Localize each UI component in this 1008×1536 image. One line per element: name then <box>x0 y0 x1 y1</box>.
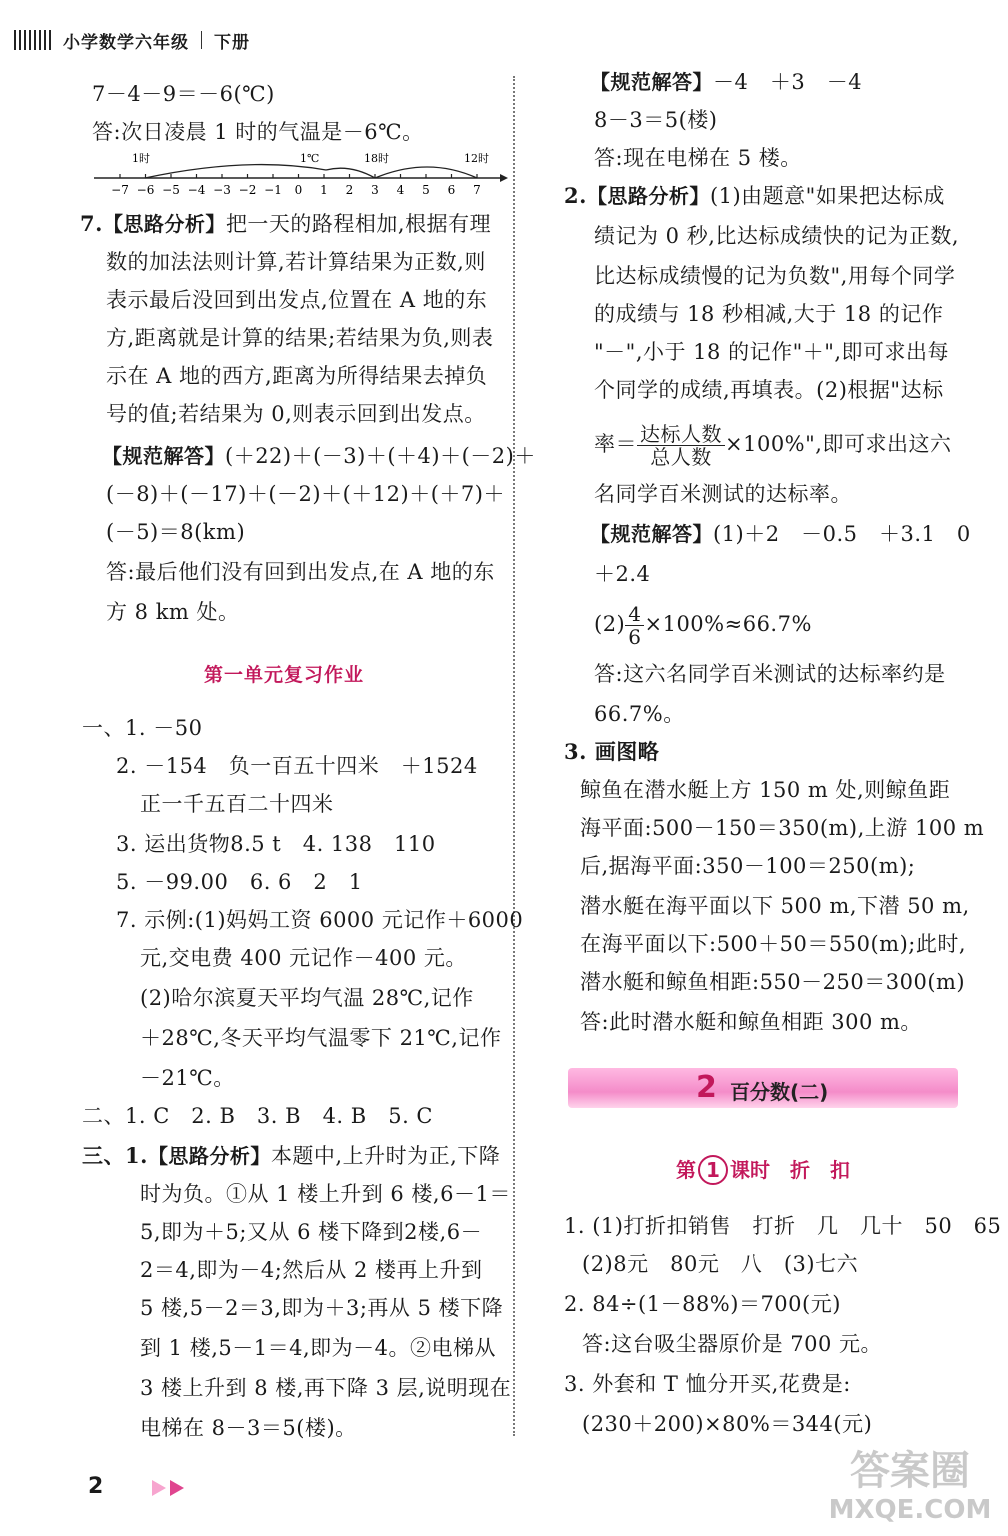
text-fragment: ×100%",即可求出这六 <box>725 432 952 456</box>
answer-label: 【规范解答】 <box>102 444 225 468</box>
rate-formula <box>594 420 951 468</box>
header-subject: 小学数学六年级 <box>63 32 189 53</box>
barcode-icon <box>14 30 51 50</box>
text-line: (1)＋2 －0.5 ＋3.1 0 <box>713 522 971 546</box>
answer-line: 正一千五百二十四米 <box>140 792 334 816</box>
text-line: ＋2.4 <box>594 562 651 586</box>
answer-line: 3. 运出货物8.5 t 4. 138 110 <box>116 832 436 856</box>
answer-line: (230＋200)×80%＝344(元) <box>582 1412 873 1436</box>
fraction-numerator: 4 <box>625 603 644 626</box>
answer-line: 二、1. C 2. B 3. B 4. B 5. C <box>82 1104 433 1128</box>
nl-tick-label: 2 <box>345 183 354 197</box>
fraction-denominator: 总人数 <box>650 445 712 469</box>
answer-line: －21℃。 <box>140 1066 235 1090</box>
text-line: 5,即为＋5;又从 6 楼下降到2楼,6－ <box>140 1220 483 1244</box>
text-line: 答:这六名同学百米测试的达标率约是 <box>594 662 946 686</box>
answer-line: 7. 示例:(1)妈妈工资 6000 元记作＋6000 <box>116 908 524 932</box>
text-line: 个同学的成绩,再填表。(2)根据"达标 <box>594 378 944 402</box>
nl-tick-label: 6 <box>447 183 456 197</box>
text-line: 本题中,上升时为正,下降 <box>270 1144 501 1168</box>
page-number: 2 <box>88 1474 104 1499</box>
text-line: 7－4－9＝－6(℃) <box>92 82 275 106</box>
watermark-logo <box>820 1440 1000 1530</box>
nl-tick-label: 5 <box>422 183 430 197</box>
text-line: 的成绩与 18 秒相减,大于 18 的记作 <box>594 302 944 326</box>
text-fragment: ×100%≈66.7% <box>644 612 812 636</box>
question-line: 3. 画图略 <box>564 739 660 764</box>
question-number: 7. <box>80 211 103 236</box>
nl-tick-label: 4 <box>396 183 405 197</box>
nl-tick-label: −7 <box>111 183 129 197</box>
text-fragment: (2) <box>594 612 626 636</box>
text-line: 后,据海平面:350－100＝250(m); <box>580 854 916 878</box>
text-line: 名同学百米测试的达标率。 <box>594 482 852 506</box>
text-line: 比达标成绩慢的记为负数",用每个同学 <box>594 264 956 288</box>
nl-label-3: 18时 <box>364 152 389 165</box>
double-arrow-icon <box>150 1478 194 1498</box>
question-number: 2. <box>564 183 587 208</box>
analysis-label: 【思路分析】 <box>586 184 710 208</box>
lesson-number: 1 <box>698 1155 728 1185</box>
nl-tick-label: −5 <box>162 183 180 197</box>
nl-tick-label: 1 <box>320 183 328 197</box>
text-line: 66.7%。 <box>594 702 685 726</box>
chapter-title: 百分数(二) <box>730 1080 829 1104</box>
text-line: 3 楼上升到 8 楼,再下降 3 层,说明现在 <box>140 1376 512 1400</box>
text-line: 时为负。①从 1 楼上升到 6 楼,6－1＝ <box>140 1182 511 1206</box>
text-line: (－8)＋(－17)＋(－2)＋(＋12)＋(＋7)＋ <box>106 482 505 506</box>
answer-label: 【规范解答】 <box>590 522 713 546</box>
nl-tick-label: −1 <box>264 183 282 197</box>
text-line: "－",小于 18 的记作"＋",即可求出每 <box>594 340 950 364</box>
text-line: －4 ＋3 －4 <box>713 70 863 94</box>
text-line: 把一天的路程相加,根据有理 <box>225 212 492 236</box>
answer-line: 2. －154 负一百五十四米 ＋1524 <box>116 754 478 778</box>
text-line: 示在 A 地的西方,距离为所得结果去掉负 <box>106 364 488 388</box>
lesson-suffix: 课时 折 扣 <box>730 1158 850 1182</box>
text-line: 数的加法法则计算,若计算结果为正数,则 <box>106 250 486 274</box>
watermark-line-2: MXQE.COM <box>828 1495 992 1525</box>
nl-label-2: 1℃ <box>300 152 320 165</box>
text-line: 到 1 楼,5－1＝4,即为－4。②电梯从 <box>140 1336 497 1360</box>
text-line: 鲸鱼在潜水艇上方 150 m 处,则鲸鱼距 <box>580 778 951 802</box>
analysis-label: 【思路分析】 <box>102 212 226 236</box>
rate-calculation <box>594 600 812 648</box>
column-divider <box>513 76 515 1436</box>
text-line: 方,距离就是计算的结果;若结果为负,则表 <box>106 326 494 350</box>
nl-tick-label: 3 <box>371 183 379 197</box>
text-line: 号的值;若结果为 0,则表示回到出发点。 <box>106 402 486 426</box>
fraction-denominator: 6 <box>628 625 642 649</box>
text-line: 答:次日凌晨 1 时的气温是－6℃。 <box>92 120 424 144</box>
answer-label: 【规范解答】 <box>590 70 713 94</box>
answer-line: 答:这台吸尘器原价是 700 元。 <box>582 1332 883 1356</box>
lesson-title <box>676 1154 850 1185</box>
nl-tick-label: −4 <box>187 183 206 197</box>
text-line: 绩记为 0 秒,比达标成绩快的记为正数, <box>594 224 960 248</box>
text-line: 2＝4,即为－4;然后从 2 楼再上升到 <box>140 1258 483 1282</box>
text-line: 电梯在 8－3＝5(楼)。 <box>140 1416 357 1440</box>
answer-line: 2. 84÷(1－88%)＝700(元) <box>564 1292 841 1316</box>
nl-label-4: 12时 <box>464 152 489 165</box>
text-line: 方 8 km 处。 <box>106 600 240 624</box>
text-line: 答:最后他们没有回到出发点,在 A 地的东 <box>106 560 495 584</box>
answer-line: (2)哈尔滨夏天平均气温 28℃,记作 <box>140 986 474 1010</box>
text-line: 表示最后没回到出发点,位置在 A 地的东 <box>106 288 488 312</box>
answer-line: ＋28℃,冬天平均气温零下 21℃,记作 <box>140 1026 502 1050</box>
text-line: 5 楼,5－2＝3,即为＋3;再从 5 楼下降 <box>140 1296 504 1320</box>
number-line <box>88 150 508 198</box>
text-line: 在海平面以下:500＋50＝550(m);此时, <box>580 932 967 956</box>
text-line: 答:现在电梯在 5 楼。 <box>594 146 802 170</box>
chapter-number: 2 <box>696 1070 717 1105</box>
nl-tick-label: 0 <box>294 183 303 197</box>
answer-line: 5. －99.00 6. 6 2 1 <box>116 870 363 894</box>
nl-tick-label: −3 <box>213 183 231 197</box>
text-fragment: 率＝ <box>594 432 637 456</box>
answer-line: 一、1. －50 <box>82 716 203 740</box>
answer-line: (2)8元 80元 八 (3)七六 <box>582 1252 859 1276</box>
text-line: 答:此时潜水艇和鲸鱼相距 300 m。 <box>580 1010 922 1034</box>
chapter-banner <box>568 1068 958 1108</box>
section-title: 第一单元复习作业 <box>204 664 365 686</box>
page-header <box>14 26 250 54</box>
text-line: 潜水艇和鲸鱼相距:550－250＝300(m) <box>580 970 966 994</box>
fraction <box>637 423 725 468</box>
header-separator <box>201 31 202 49</box>
header-volume: 下册 <box>214 32 250 53</box>
text-line: 8－3＝5(楼) <box>594 108 718 132</box>
answer-line: 元,交电费 400 元记作－400 元。 <box>140 946 467 970</box>
answer-line: 3. 外套和 T 恤分开买,花费是: <box>564 1372 851 1396</box>
fraction <box>625 603 644 648</box>
fraction-numerator: 达标人数 <box>637 423 725 446</box>
nl-label-1: 1时 <box>132 152 150 165</box>
nl-tick-label: −2 <box>238 183 257 197</box>
nl-tick-label: 7 <box>473 183 481 197</box>
watermark-line-1: 答案圈 <box>850 1448 970 1494</box>
question-number: 三、1. <box>82 1143 148 1168</box>
text-line: (1)由题意"如果把达标成 <box>709 184 945 208</box>
text-line: 潜水艇在海平面以下 500 m,下潜 50 m, <box>580 894 970 918</box>
analysis-label: 【思路分析】 <box>147 1144 271 1168</box>
text-line: 海平面:500－150＝350(m),上游 100 m <box>580 816 985 840</box>
answer-line: 1. (1)打折扣销售 打折 几 几十 50 65 <box>564 1214 1002 1238</box>
text-line: (＋22)＋(－3)＋(＋4)＋(－2)＋ <box>225 444 536 468</box>
text-line: (－5)＝8(km) <box>106 520 246 544</box>
lesson-prefix: 第 <box>676 1158 696 1182</box>
nl-tick-label: −6 <box>136 183 155 197</box>
